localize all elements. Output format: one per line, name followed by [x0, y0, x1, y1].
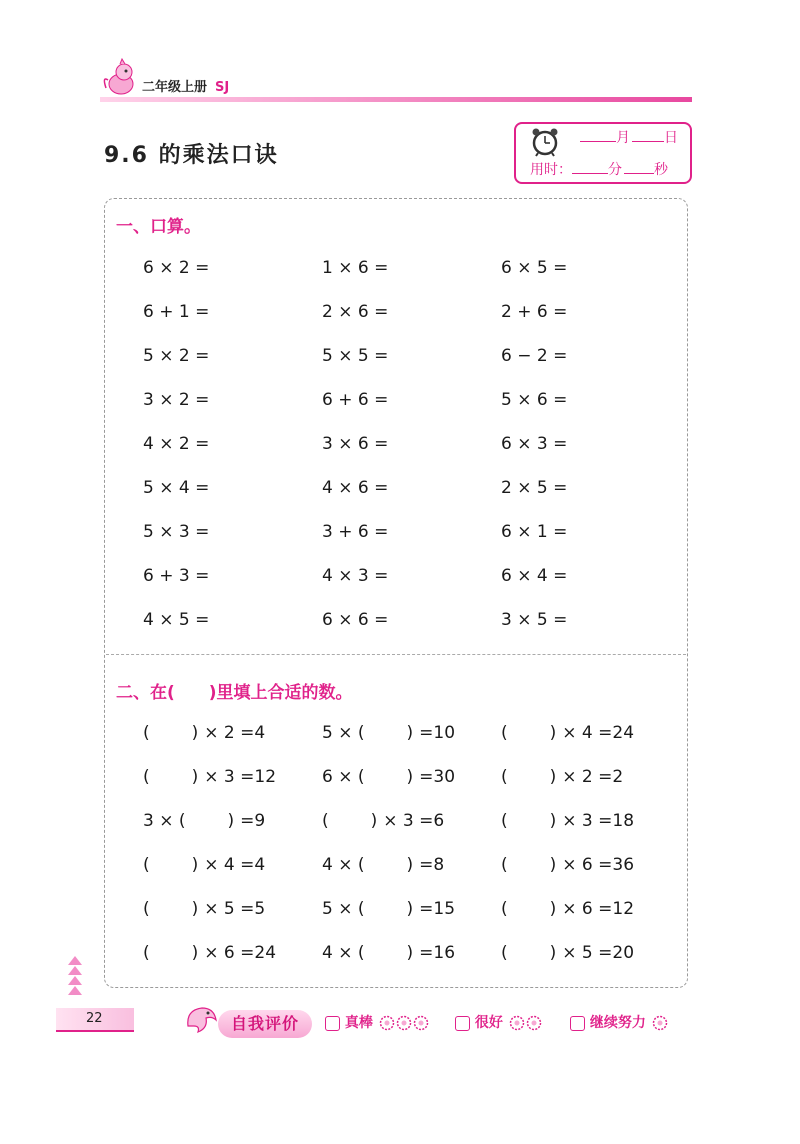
fill-in-tail: × 2 =4	[204, 723, 266, 743]
fill-in-tail: =8	[419, 855, 445, 875]
fill-in-prefix: 5 × (	[322, 723, 365, 743]
calc-item: 4 × 3 =	[322, 566, 389, 586]
fill-in-tail: × 3 =6	[383, 811, 445, 831]
rating-good-checkbox[interactable]	[455, 1016, 470, 1031]
fill-in-prefix: (	[501, 899, 508, 919]
fill-in-close-paren: )	[406, 767, 414, 787]
calc-item: 5 × 3 =	[143, 522, 210, 542]
flower-icon	[526, 1015, 542, 1031]
alarm-clock-icon	[529, 125, 561, 157]
calc-item: 2 + 6 =	[501, 302, 568, 322]
rating-great-label: 真棒	[344, 1015, 373, 1031]
fill-in-close-paren: )	[406, 723, 414, 743]
fill-in-item	[143, 811, 265, 831]
fill-in-prefix: (	[322, 811, 329, 831]
calc-item: 6 + 6 =	[322, 390, 389, 410]
fill-in-item	[501, 811, 634, 831]
fill-in-close-paren: )	[549, 811, 557, 831]
fill-in-tail: × 2 =2	[562, 767, 624, 787]
fill-in-prefix: 6 × (	[322, 767, 365, 787]
fill-in-close-paren: )	[227, 811, 235, 831]
fill-in-item	[501, 723, 634, 743]
minute-label: 分	[608, 162, 622, 178]
fill-in-prefix: (	[501, 767, 508, 787]
section1-title: 一、口算。	[116, 217, 201, 237]
flower-icon	[379, 1015, 395, 1031]
section2-title: 二、在( )里填上合适的数。	[116, 683, 353, 703]
rating-good[interactable]	[455, 1012, 542, 1032]
calc-item: 5 × 4 =	[143, 478, 210, 498]
fill-in-prefix: 4 × (	[322, 855, 365, 875]
rating-keep-trying-checkbox[interactable]	[570, 1016, 585, 1031]
month-label: 月	[616, 130, 630, 146]
fill-in-tail: =10	[419, 723, 456, 743]
fill-in-close-paren: )	[406, 855, 414, 875]
fill-in-item	[143, 767, 276, 787]
self-evaluation-label: 自我评价	[218, 1010, 312, 1038]
fill-in-item	[322, 811, 444, 831]
calc-item: 6 × 1 =	[501, 522, 568, 542]
fill-in-item	[143, 855, 265, 875]
fill-in-item	[143, 943, 276, 963]
fill-in-tail: × 3 =18	[562, 811, 635, 831]
day-blank[interactable]	[632, 127, 664, 142]
fill-in-tail: =16	[419, 943, 456, 963]
fill-in-tail: × 3 =12	[204, 767, 277, 787]
fill-in-prefix: (	[143, 899, 150, 919]
fill-in-item	[322, 899, 455, 919]
fill-in-tail: × 4 =24	[562, 723, 635, 743]
rating-good-label: 很好	[474, 1015, 503, 1031]
calc-item: 6 × 4 =	[501, 566, 568, 586]
fill-in-close-paren: )	[549, 943, 557, 963]
calc-item: 4 × 2 =	[143, 434, 210, 454]
fill-in-item	[501, 943, 634, 963]
flower-icon	[509, 1015, 525, 1031]
fill-in-close-paren: )	[191, 899, 199, 919]
fill-in-close-paren: )	[549, 767, 557, 787]
fill-in-item	[143, 899, 265, 919]
date-row	[580, 127, 678, 147]
fill-in-prefix: (	[143, 767, 150, 787]
section-divider	[106, 654, 686, 655]
fill-in-close-paren: )	[370, 811, 378, 831]
fill-in-prefix: 5 × (	[322, 899, 365, 919]
calc-item: 6 × 5 =	[501, 258, 568, 278]
fill-in-item	[322, 855, 444, 875]
fill-in-item	[143, 723, 265, 743]
fill-in-item	[322, 943, 455, 963]
calc-item: 6 × 3 =	[501, 434, 568, 454]
fill-in-tail: × 6 =24	[204, 943, 277, 963]
fill-in-tail: × 6 =36	[562, 855, 635, 875]
header-grade: 二年级上册 SJ	[142, 80, 230, 95]
calc-item: 3 + 6 =	[322, 522, 389, 542]
fill-in-item	[501, 899, 634, 919]
calc-item: 6 − 2 =	[501, 346, 568, 366]
fill-in-item	[501, 767, 623, 787]
calc-item: 5 × 2 =	[143, 346, 210, 366]
dolphin-mascot-icon	[182, 1000, 220, 1038]
dragon-mascot-icon	[100, 58, 140, 98]
rating-keep-trying-label: 继续努力	[589, 1015, 646, 1031]
fill-in-tail: × 5 =20	[562, 943, 635, 963]
calc-item: 3 × 2 =	[143, 390, 210, 410]
fill-in-close-paren: )	[191, 767, 199, 787]
fill-in-prefix: (	[501, 855, 508, 875]
minute-blank[interactable]	[572, 159, 608, 174]
calc-item: 1 × 6 =	[322, 258, 389, 278]
fill-in-prefix: (	[501, 811, 508, 831]
flower-icon	[652, 1015, 668, 1031]
rating-great[interactable]	[325, 1012, 429, 1032]
calc-item: 2 × 5 =	[501, 478, 568, 498]
flower-icon	[396, 1015, 412, 1031]
month-blank[interactable]	[580, 127, 616, 142]
calc-item: 3 × 6 =	[322, 434, 389, 454]
calc-item: 4 × 6 =	[322, 478, 389, 498]
fill-in-close-paren: )	[191, 723, 199, 743]
fill-in-tail: × 6 =12	[562, 899, 635, 919]
arrow-stack-icon	[68, 956, 84, 996]
fill-in-prefix: (	[143, 855, 150, 875]
calc-item: 4 × 5 =	[143, 610, 210, 630]
calc-item: 6 + 3 =	[143, 566, 210, 586]
fill-in-prefix: 4 × (	[322, 943, 365, 963]
fill-in-tail: × 4 =4	[204, 855, 266, 875]
second-label: 秒	[654, 162, 668, 178]
flower-icon	[413, 1015, 429, 1031]
fill-in-prefix: 3 × (	[143, 811, 186, 831]
fill-in-close-paren: )	[406, 943, 414, 963]
fill-in-tail: =15	[419, 899, 456, 919]
lesson-title: 9.6 的乘法口诀	[104, 143, 279, 168]
fill-in-close-paren: )	[406, 899, 414, 919]
time-label: 用时：	[530, 162, 572, 178]
fill-in-tail: =9	[240, 811, 266, 831]
calc-item: 6 × 2 =	[143, 258, 210, 278]
fill-in-item	[322, 723, 455, 743]
rating-great-checkbox[interactable]	[325, 1016, 340, 1031]
second-blank[interactable]	[624, 159, 654, 174]
day-label: 日	[664, 130, 678, 146]
calc-item: 6 + 1 =	[143, 302, 210, 322]
calc-item: 5 × 5 =	[322, 346, 389, 366]
fill-in-close-paren: )	[549, 723, 557, 743]
header-edition: SJ	[215, 80, 230, 95]
calc-item: 3 × 5 =	[501, 610, 568, 630]
calc-item: 6 × 6 =	[322, 610, 389, 630]
fill-in-close-paren: )	[549, 855, 557, 875]
fill-in-prefix: (	[143, 943, 150, 963]
header-rule	[100, 97, 692, 102]
fill-in-prefix: (	[143, 723, 150, 743]
rating-keep-trying[interactable]	[570, 1012, 668, 1032]
fill-in-prefix: (	[501, 943, 508, 963]
fill-in-tail: =30	[419, 767, 456, 787]
page-number: 22	[86, 1011, 103, 1026]
fill-in-item	[322, 767, 455, 787]
calc-item: 2 × 6 =	[322, 302, 389, 322]
time-row	[530, 159, 668, 179]
calc-item: 5 × 6 =	[501, 390, 568, 410]
fill-in-close-paren: )	[549, 899, 557, 919]
fill-in-prefix: (	[501, 723, 508, 743]
fill-in-close-paren: )	[191, 943, 199, 963]
fill-in-item	[501, 855, 634, 875]
fill-in-close-paren: )	[191, 855, 199, 875]
fill-in-tail: × 5 =5	[204, 899, 266, 919]
